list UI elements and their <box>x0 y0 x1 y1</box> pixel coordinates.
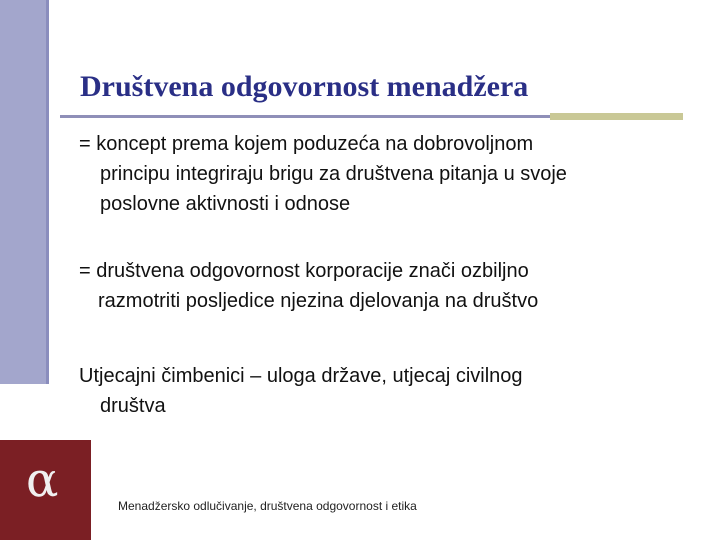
title-divider <box>60 115 550 118</box>
title-divider-accent <box>550 113 683 120</box>
paragraph-line: Utjecajni čimbenici – uloga države, utjecaj civilnog <box>79 365 523 387</box>
paragraph-corporate-responsibility <box>79 256 538 316</box>
left-accent-bar <box>0 0 46 384</box>
paragraph-line: poslovne aktivnosti i odnose <box>100 193 351 215</box>
paragraph-influencing-factors <box>79 361 523 421</box>
paragraph-line: = društvena odgovornost korporacije znači ozbiljno <box>79 260 529 282</box>
paragraph-line: društva <box>100 395 166 417</box>
left-accent-bar-edge <box>46 0 49 384</box>
paragraph-line: = koncept prema kojem poduzeća na dobrovoljnom <box>79 133 534 155</box>
footer-text: Menadžersko odlučivanje, društvena odgovornost i etika <box>118 499 417 513</box>
paragraph-definition <box>79 129 567 219</box>
paragraph-line: principu integriraju brigu za društvena pitanja u svoje <box>100 163 567 185</box>
alpha-icon: α <box>26 452 59 508</box>
paragraph-line: razmotriti posljedice njezina djelovanja na društvo <box>98 290 539 312</box>
slide-title: Društvena odgovornost menadžera <box>80 70 529 104</box>
